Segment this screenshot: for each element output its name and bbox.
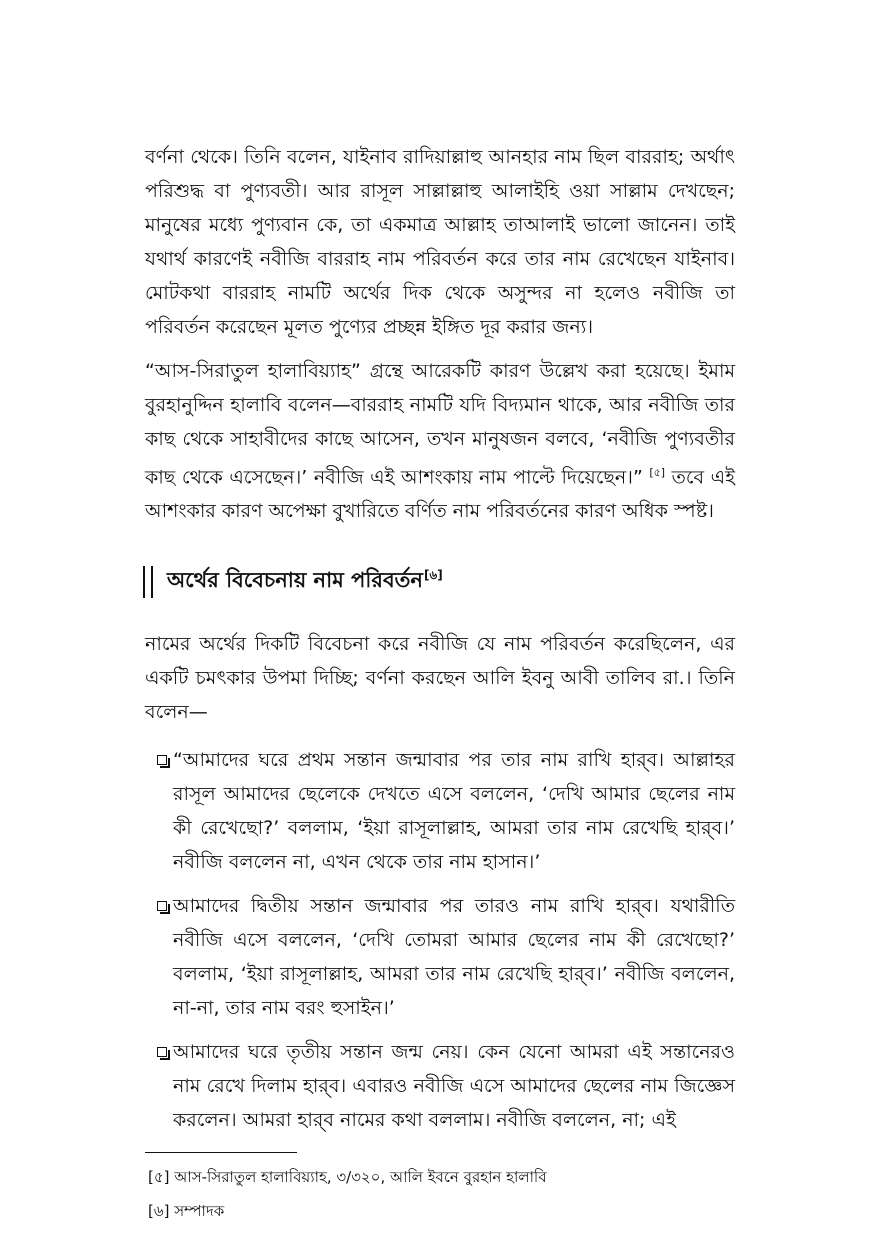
list-item (145, 743, 735, 879)
list-item-text: আমাদের ঘরে তৃতীয় সন্তান জন্ম নেয়। কেন যেনো আমরা এই সন্তানেরও নাম রেখে দিলাম হার্‌ব। এবারও নবীজি এসে আমাদের ছেলের নাম জিজ্ঞেস করলেন। আমরা হার্‌ব নামের কথা বললাম। নবীজি বললেন, না; এই (173, 1041, 735, 1132)
footnotes (148, 1160, 738, 1228)
section-heading (143, 564, 735, 599)
paragraph-2-text: “আস-সিরাতুল হালাবিয়্যাহ” গ্রন্থে আরেকটি কারণ উল্লেখ করা হয়েছে। ইমাম বুরহানুদ্দিন হালাবি বলেন—বাররাহ নামটি যদি বিদ্যমান থাকে, আর নবীজি তার কাছ থেকে সাহাবীদের কাছে আসেন, তখন মানুষজন বলবে, ‘নবীজি পুণ্যবতীর কাছ থেকে এসেছেন।’ নবীজি এই আশংকায় নাম পাল্টে দিয়েছেন।” (145, 360, 735, 489)
paragraph-2-tail: তবে এই আশংকার কারণ অপেক্ষা বুখারিতে বর্ণিত নাম পরিবর্তনের কারণ অধিক স্পষ্ট। (145, 466, 735, 523)
footnote-6: [৬] সম্পাদক (148, 1202, 225, 1220)
footnote-ref-5[interactable]: [৫] (649, 466, 666, 479)
narration-list (145, 743, 735, 1137)
square-bullet-icon (157, 1047, 167, 1057)
list-item-text: “আমাদের ঘরে প্রথম সন্তান জন্মাবার পর তার নাম রাখি হার্‌ব। আল্লাহর রাসূল আমাদের ছেলেকে দেখতে এসে বললেন, ‘দেখি আমার ছেলের নাম কী রেখেছো?’ বললাম, ‘ইয়া রাসূলাল্লাহ, আমরা তার নাম রেখেছি হার্‌ব।’ নবীজি বললেন না, এখন থেকে তার নাম হাসান।’ (173, 749, 735, 874)
list-item (145, 889, 735, 1025)
footnote-ref-6[interactable]: [৬] (423, 568, 443, 583)
square-bullet-icon (157, 901, 167, 911)
page-body (145, 140, 735, 1147)
paragraph-1: বর্ণনা থেকে। তিনি বলেন, যাইনাব রাদিয়াল্লাহু আনহার নাম ছিল বাররাহ; অর্থাৎ পরিশুদ্ধ বা পুণ্যবতী। আর রাসূল সাল্লাল্লাহু আলাইহি ওয়া সাল্লাম দেখছেন; মানুষের মধ্যে পুণ্যবান কে, তা একমাত্র আল্লাহ তাআলাই ভালো জানেন। তাই যথার্থ কারণেই নবীজি বাররাহ নাম পরিবর্তন করে তার নাম রেখেছেন যাইনাব। মোটকথা বাররাহ নামটি অর্থের দিক থেকে অসুন্দর না হলেও নবীজি তা পরিবর্তন করেছেন মূলত পুণ্যের প্রচ্ছন্ন ইঙ্গিত দূর করার জন্য। (145, 146, 735, 338)
footnote-5: [৫] আস-সিরাতুল হালাবিয়্যাহ, ৩/৩২০, আলি ইবনে বুরহান হালাবি (148, 1168, 547, 1186)
section-heading-text: অর্থের বিবেচনায় নাম পরিবর্তন[৬] (167, 568, 443, 593)
intro-paragraph: নামের অর্থের দিকটি বিবেচনা করে নবীজি যে নাম পরিবর্তন করেছিলেন, এর একটি চমৎকার উপমা দিচ্ছি; বর্ণনা করছেন আলি ইবনু আবী তালিব রা.। তিনি বলেন— (145, 633, 735, 724)
square-bullet-icon (157, 755, 167, 765)
heading-bar-icon (143, 566, 153, 598)
footnote-divider (145, 1152, 297, 1153)
list-item (145, 1035, 735, 1137)
list-item-text: আমাদের দ্বিতীয় সন্তান জন্মাবার পর তারও নাম রাখি হার্‌ব। যথারীতি নবীজি এসে বললেন, ‘দেখি তোমরা আমার ছেলের নাম কী রেখেছো?’ বললাম, ‘ইয়া রাসূলাল্লাহ, আমরা তার নাম রেখেছি হার্‌ব।’ নবীজি বললেন, না-না, তার নাম বরং হুসাইন।’ (173, 895, 735, 1020)
paragraph-2 (145, 354, 735, 528)
